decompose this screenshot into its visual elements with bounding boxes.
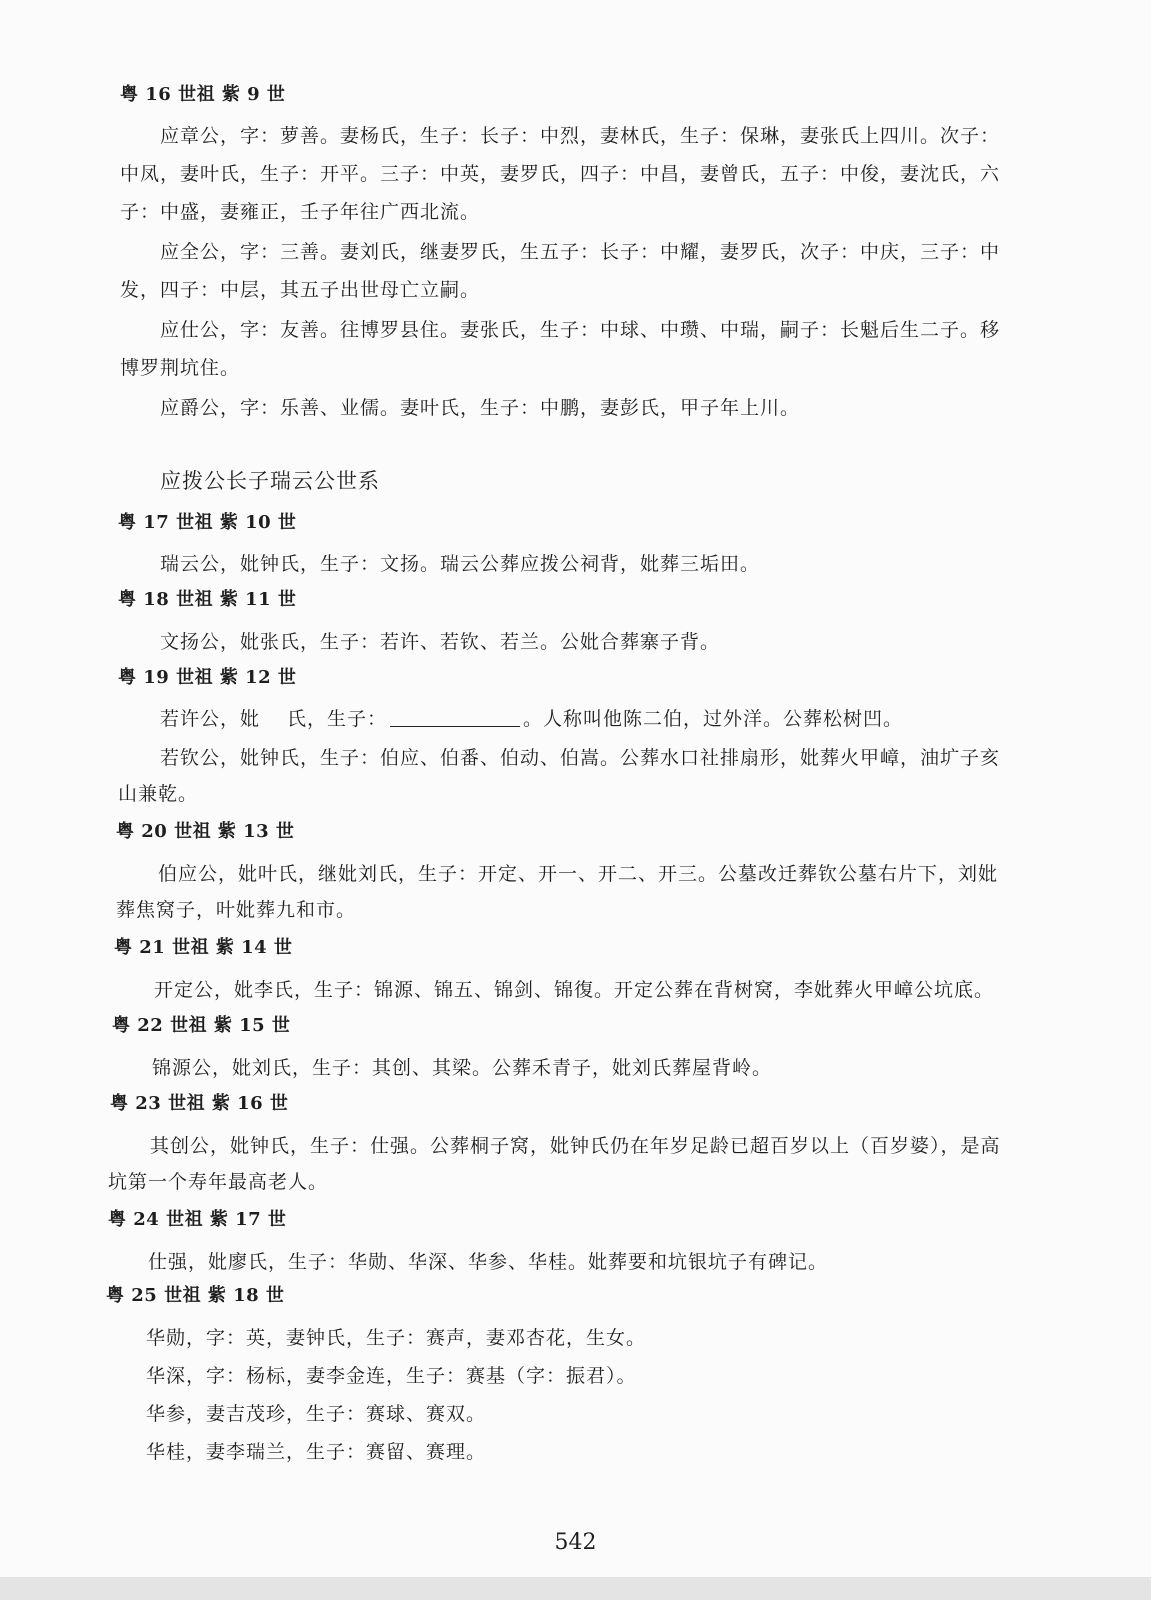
paragraph-huaxun: 华勋，字：英，妻钟氏，生子：赛声，妻邓杏花，生女。 [146,1327,647,1349]
page-number: 542 [554,1530,597,1555]
generation-heading-16: 粤 16 世祖 紫 9 世 [120,84,286,105]
generation-heading-20: 粤 20 世祖 紫 13 世 [116,821,295,842]
paragraph-kaiding: 开定公，妣李氏，生子：锦源、锦五、锦剑、锦復。开定公葬在背树窝，李妣葬火甲嶂公坑底。 [154,979,995,1001]
generation-heading-23: 粤 23 世祖 紫 16 世 [110,1093,289,1114]
ruoxu-text-start: 若许公，妣 氏，生子： [160,708,388,730]
paragraph-qichuang-line-2: 坑第一个寿年最高老人。 [108,1171,329,1193]
generation-heading-25: 粤 25 世祖 紫 18 世 [106,1285,285,1306]
paragraph-qichuang-line-1: 其创公，妣钟氏，生子：仕强。公葬桐子窝，妣钟氏仍在年岁足龄已超百岁以上（百岁婆），是高 [150,1135,1001,1157]
paragraph-yingzhang-line-1: 应章公，字：萝善。妻杨氏，生子：长子：中烈，妻林氏，生子：保琳，妻张氏上四川。次子： [160,125,1001,147]
generation-heading-18: 粤 18 世祖 紫 11 世 [118,589,297,610]
paragraph-ruoqin-line-1: 若钦公，妣钟氏，生子：伯应、伯番、伯动、伯嵩。公葬水口社排扇形，妣葬火甲嶂，油圹子亥 [160,747,1001,769]
paragraph-jinyuan: 锦源公，妣刘氏，生子：其创、其梁。公葬禾青子，妣刘氏葬屋背岭。 [152,1057,773,1079]
generation-heading-24: 粤 24 世祖 紫 17 世 [108,1209,287,1230]
generation-heading-17: 粤 17 世祖 紫 10 世 [118,512,297,533]
paragraph-yingshi-line-2: 博罗荆坑住。 [120,357,241,379]
paragraph-ruoxu [160,707,903,731]
paragraph-yingzhang-line-2: 中凤，妻叶氏，生子：开平。三子：中英，妻罗氏，四子：中昌，妻曾氏，五子：中俊，妻沈氏，六 [120,163,1001,185]
paragraph-yingquan-line-1: 应全公，字：三善。妻刘氏，继妻罗氏，生五子：长子：中耀，妻罗氏，次子：中庆，三子：中 [160,241,1001,263]
page-edge-right [1151,0,1174,1600]
page-edge-bottom [0,1577,1151,1600]
section-title: 应拨公长子瑞云公世系 [160,469,380,493]
paragraph-yingzhang-line-3: 子：中盛，妻雍正，壬子年往广西北流。 [120,201,481,223]
paragraph-huashen: 华深，字：杨标，妻李金连，生子：赛基（字：振君）。 [146,1365,637,1387]
paragraph-ruoqin-line-2: 山兼乾。 [118,783,199,805]
paragraph-yingshi-line-1: 应仕公，字：友善。往博罗县住。妻张氏，生子：中球、中瓒、中瑞，嗣子：长魁后生二子。移 [160,319,1001,341]
paragraph-shiqiang: 仕强，妣廖氏，生子：华勋、华深、华参、华桂。妣葬要和坑银坑子有碑记。 [148,1251,829,1273]
paragraph-boying-line-2: 葬焦窝子，叶妣葬九和市。 [116,899,357,921]
ruoxu-text-end: 。人称叫他陈二伯，过外洋。公葬松树凹。 [523,708,904,730]
paragraph-huagui: 华桂，妻李瑞兰，生子：赛留、赛理。 [146,1441,487,1463]
paragraph-boying-line-1: 伯应公，妣叶氏，继妣刘氏，生子：开定、开一、开二、开三。公墓改迁葬钦公墓右片下，刘妣 [158,863,999,885]
paragraph-ruiyun: 瑞云公，妣钟氏，生子：文扬。瑞云公葬应拨公祠背，妣葬三垢田。 [160,553,761,575]
paragraph-yingjue-line-1: 应爵公，字：乐善、业儒。妻叶氏，生子：中鹏，妻彭氏，甲子年上川。 [160,397,801,419]
generation-heading-19: 粤 19 世祖 紫 12 世 [118,667,297,688]
blank-line [390,725,520,727]
paragraph-wenyang: 文扬公，妣张氏，生子：若许、若钦、若兰。公妣合葬寨子背。 [160,631,721,653]
generation-heading-21: 粤 21 世祖 紫 14 世 [114,937,293,958]
paragraph-huacan: 华参，妻吉茂珍，生子：赛球、赛双。 [146,1403,487,1425]
generation-heading-22: 粤 22 世祖 紫 15 世 [112,1015,291,1036]
paragraph-yingquan-line-2: 发，四子：中层，其五子出世母亡立嗣。 [120,279,481,301]
